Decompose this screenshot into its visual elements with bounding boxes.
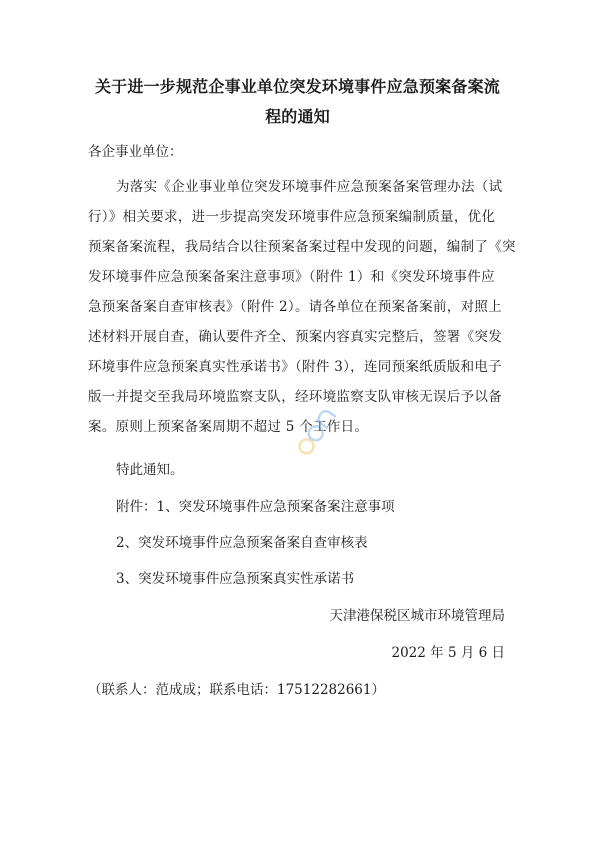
contact-info: （联系人：范成成；联系电话：17512282661）: [88, 682, 385, 698]
title-line-2: 程的通知: [265, 107, 330, 126]
issue-date: 2022 年 5 月 6 日: [391, 645, 505, 661]
salutation: 各企事业单位：: [88, 144, 183, 160]
attachment-item: 附件：1、突发环境事件应急预案备案注意事项: [116, 499, 395, 515]
attachment-item: 2、突发环境事件应急预案备案自查审核表: [116, 535, 368, 551]
body-paragraph: [88, 172, 516, 442]
body-line: 版一并提交至我局环境监察支队，经环境监察支队审核无误后予以备: [88, 389, 502, 405]
body-line: 急预案备案自查审核表》（附件 2）。请各单位在预案备案前，对照上: [88, 299, 502, 315]
body-line: 案。原则上预案备案周期不超过 5 个工作日。: [88, 419, 369, 435]
attachment-item: 3、突发环境事件应急预案真实性承诺书: [116, 571, 355, 587]
body-line: 预案备案流程，我局结合以往预案备案过程中发现的问题，编制了《突: [88, 239, 516, 255]
body-line: 行）》相关要求，进一步提高突发环境事件应急预案编制质量，优化: [88, 209, 496, 225]
body-line: 述材料开展自查，确认要件齐全、预案内容真实完整后，签署《突发: [88, 329, 502, 345]
notice-text: 特此通知。: [116, 462, 184, 478]
document-title: [90, 72, 505, 132]
body-line: 发环境事件应急预案备案注意事项》（附件 1）和《突发环境事件应: [88, 269, 495, 285]
body-line: 为落实《企业事业单位突发环境事件应急预案备案管理办法（试: [116, 179, 503, 195]
issuer-name: 天津港保税区城市环境管理局: [329, 608, 505, 624]
title-line-1: 关于进一步规范企事业单位突发环境事件应急预案备案流: [94, 77, 500, 96]
body-line: 环境事件应急预案真实性承诺书》（附件 3），连同预案纸质版和电子: [88, 359, 502, 375]
